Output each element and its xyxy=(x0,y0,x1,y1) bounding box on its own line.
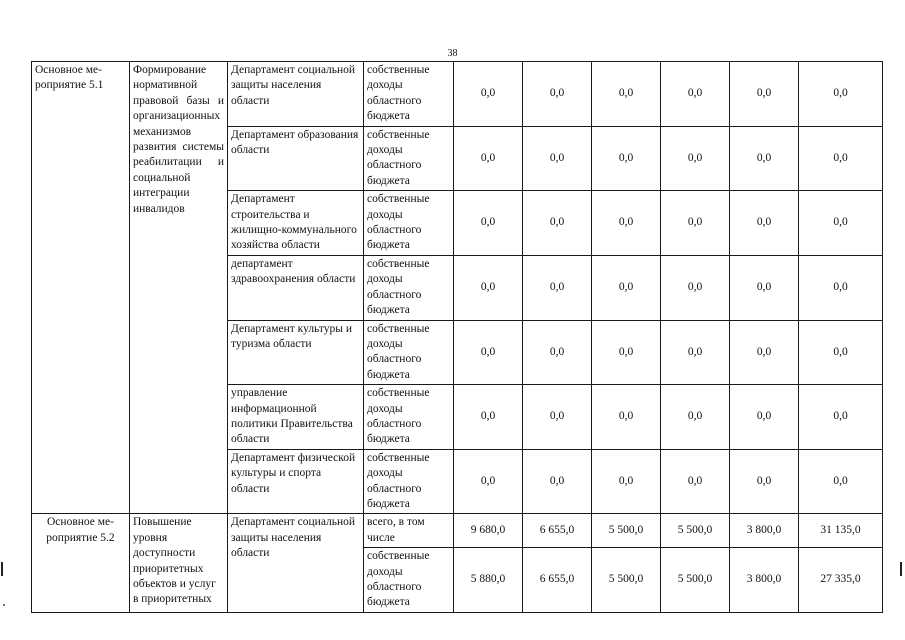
value-cell: 0,0 xyxy=(523,255,592,320)
executor-cell: департамент здравоохранения области xyxy=(228,255,364,320)
value-cell: 0,0 xyxy=(592,320,661,385)
value-cell: 0,0 xyxy=(454,126,523,191)
value-cell: 0,0 xyxy=(592,126,661,191)
value-cell: 0,0 xyxy=(730,191,799,256)
value-cell: 3 800,0 xyxy=(730,548,799,613)
page-number: 38 xyxy=(447,48,458,59)
executor-cell: управление информационной политики Правительства области xyxy=(228,385,364,450)
budget-table xyxy=(31,61,883,613)
executor-cell: Департамент физической культуры и спорта области xyxy=(228,449,364,514)
table-row xyxy=(32,62,883,127)
value-cell: 5 500,0 xyxy=(661,548,730,613)
value-cell: 0,0 xyxy=(799,449,883,514)
table-row xyxy=(32,514,883,548)
value-cell: 0,0 xyxy=(799,126,883,191)
value-cell: 0,0 xyxy=(523,449,592,514)
value-cell: 9 680,0 xyxy=(454,514,523,548)
value-cell: 0,0 xyxy=(523,320,592,385)
value-cell: 0,0 xyxy=(730,449,799,514)
funding-source-cell: всего, в том числе xyxy=(364,514,454,548)
value-cell: 5 500,0 xyxy=(592,514,661,548)
value-cell: 0,0 xyxy=(799,255,883,320)
executor-cell: Департамент образования области xyxy=(228,126,364,191)
funding-source-cell: собственные доходы областного бюджета xyxy=(364,126,454,191)
measure-cell: Основное ме-роприятие 5.2 xyxy=(32,514,130,612)
description-cell: Формирование нормативной правовой базы и организационных механизмов развития системы реабилитации и социальной интеграции инвалидов xyxy=(130,62,228,514)
funding-source-cell: собственные доходы областного бюджета xyxy=(364,62,454,127)
value-cell: 0,0 xyxy=(454,385,523,450)
value-cell: 0,0 xyxy=(661,126,730,191)
value-cell: 0,0 xyxy=(523,126,592,191)
executor-cell: Департамент культуры и туризма области xyxy=(228,320,364,385)
executor-cell: Департамент социальной защиты населения области xyxy=(228,514,364,612)
value-cell: 0,0 xyxy=(454,449,523,514)
value-cell: 5 500,0 xyxy=(592,548,661,613)
value-cell: 0,0 xyxy=(730,385,799,450)
value-cell: 0,0 xyxy=(454,62,523,127)
value-cell: 0,0 xyxy=(661,320,730,385)
value-cell: 0,0 xyxy=(730,62,799,127)
value-cell: 0,0 xyxy=(661,62,730,127)
scan-dot xyxy=(3,604,5,606)
scan-artifact-right xyxy=(900,562,902,576)
value-cell: 0,0 xyxy=(661,449,730,514)
scan-artifact-left xyxy=(1,562,3,576)
value-cell: 5 880,0 xyxy=(454,548,523,613)
value-cell: 31 135,0 xyxy=(799,514,883,548)
value-cell: 6 655,0 xyxy=(523,514,592,548)
value-cell: 0,0 xyxy=(799,62,883,127)
executor-cell: Департамент строительства и жилищно-коммунального хозяйства области xyxy=(228,191,364,256)
value-cell: 0,0 xyxy=(454,191,523,256)
value-cell: 0,0 xyxy=(454,320,523,385)
value-cell: 0,0 xyxy=(592,191,661,256)
funding-source-cell: собственные доходы областного бюджета xyxy=(364,548,454,613)
value-cell: 0,0 xyxy=(799,191,883,256)
value-cell: 6 655,0 xyxy=(523,548,592,613)
value-cell: 0,0 xyxy=(799,320,883,385)
value-cell: 0,0 xyxy=(592,62,661,127)
value-cell: 0,0 xyxy=(592,385,661,450)
value-cell: 0,0 xyxy=(730,320,799,385)
value-cell: 0,0 xyxy=(661,255,730,320)
funding-source-cell: собственные доходы областного бюджета xyxy=(364,320,454,385)
value-cell: 0,0 xyxy=(523,62,592,127)
value-cell: 0,0 xyxy=(730,255,799,320)
value-cell: 0,0 xyxy=(661,191,730,256)
executor-cell: Департамент социальной защиты населения области xyxy=(228,62,364,127)
value-cell: 0,0 xyxy=(523,191,592,256)
measure-cell: Основное ме-роприятие 5.1 xyxy=(32,62,130,514)
value-cell: 0,0 xyxy=(799,385,883,450)
funding-source-cell: собственные доходы областного бюджета xyxy=(364,385,454,450)
value-cell: 0,0 xyxy=(730,126,799,191)
funding-source-cell: собственные доходы областного бюджета xyxy=(364,449,454,514)
funding-source-cell: собственные доходы областного бюджета xyxy=(364,255,454,320)
description-cell: Повышение уровня доступности приоритетных объектов и услуг в приоритетных xyxy=(130,514,228,612)
value-cell: 0,0 xyxy=(454,255,523,320)
value-cell: 0,0 xyxy=(592,255,661,320)
value-cell: 0,0 xyxy=(661,385,730,450)
funding-source-cell: собственные доходы областного бюджета xyxy=(364,191,454,256)
value-cell: 5 500,0 xyxy=(661,514,730,548)
value-cell: 27 335,0 xyxy=(799,548,883,613)
value-cell: 0,0 xyxy=(592,449,661,514)
value-cell: 3 800,0 xyxy=(730,514,799,548)
value-cell: 0,0 xyxy=(523,385,592,450)
